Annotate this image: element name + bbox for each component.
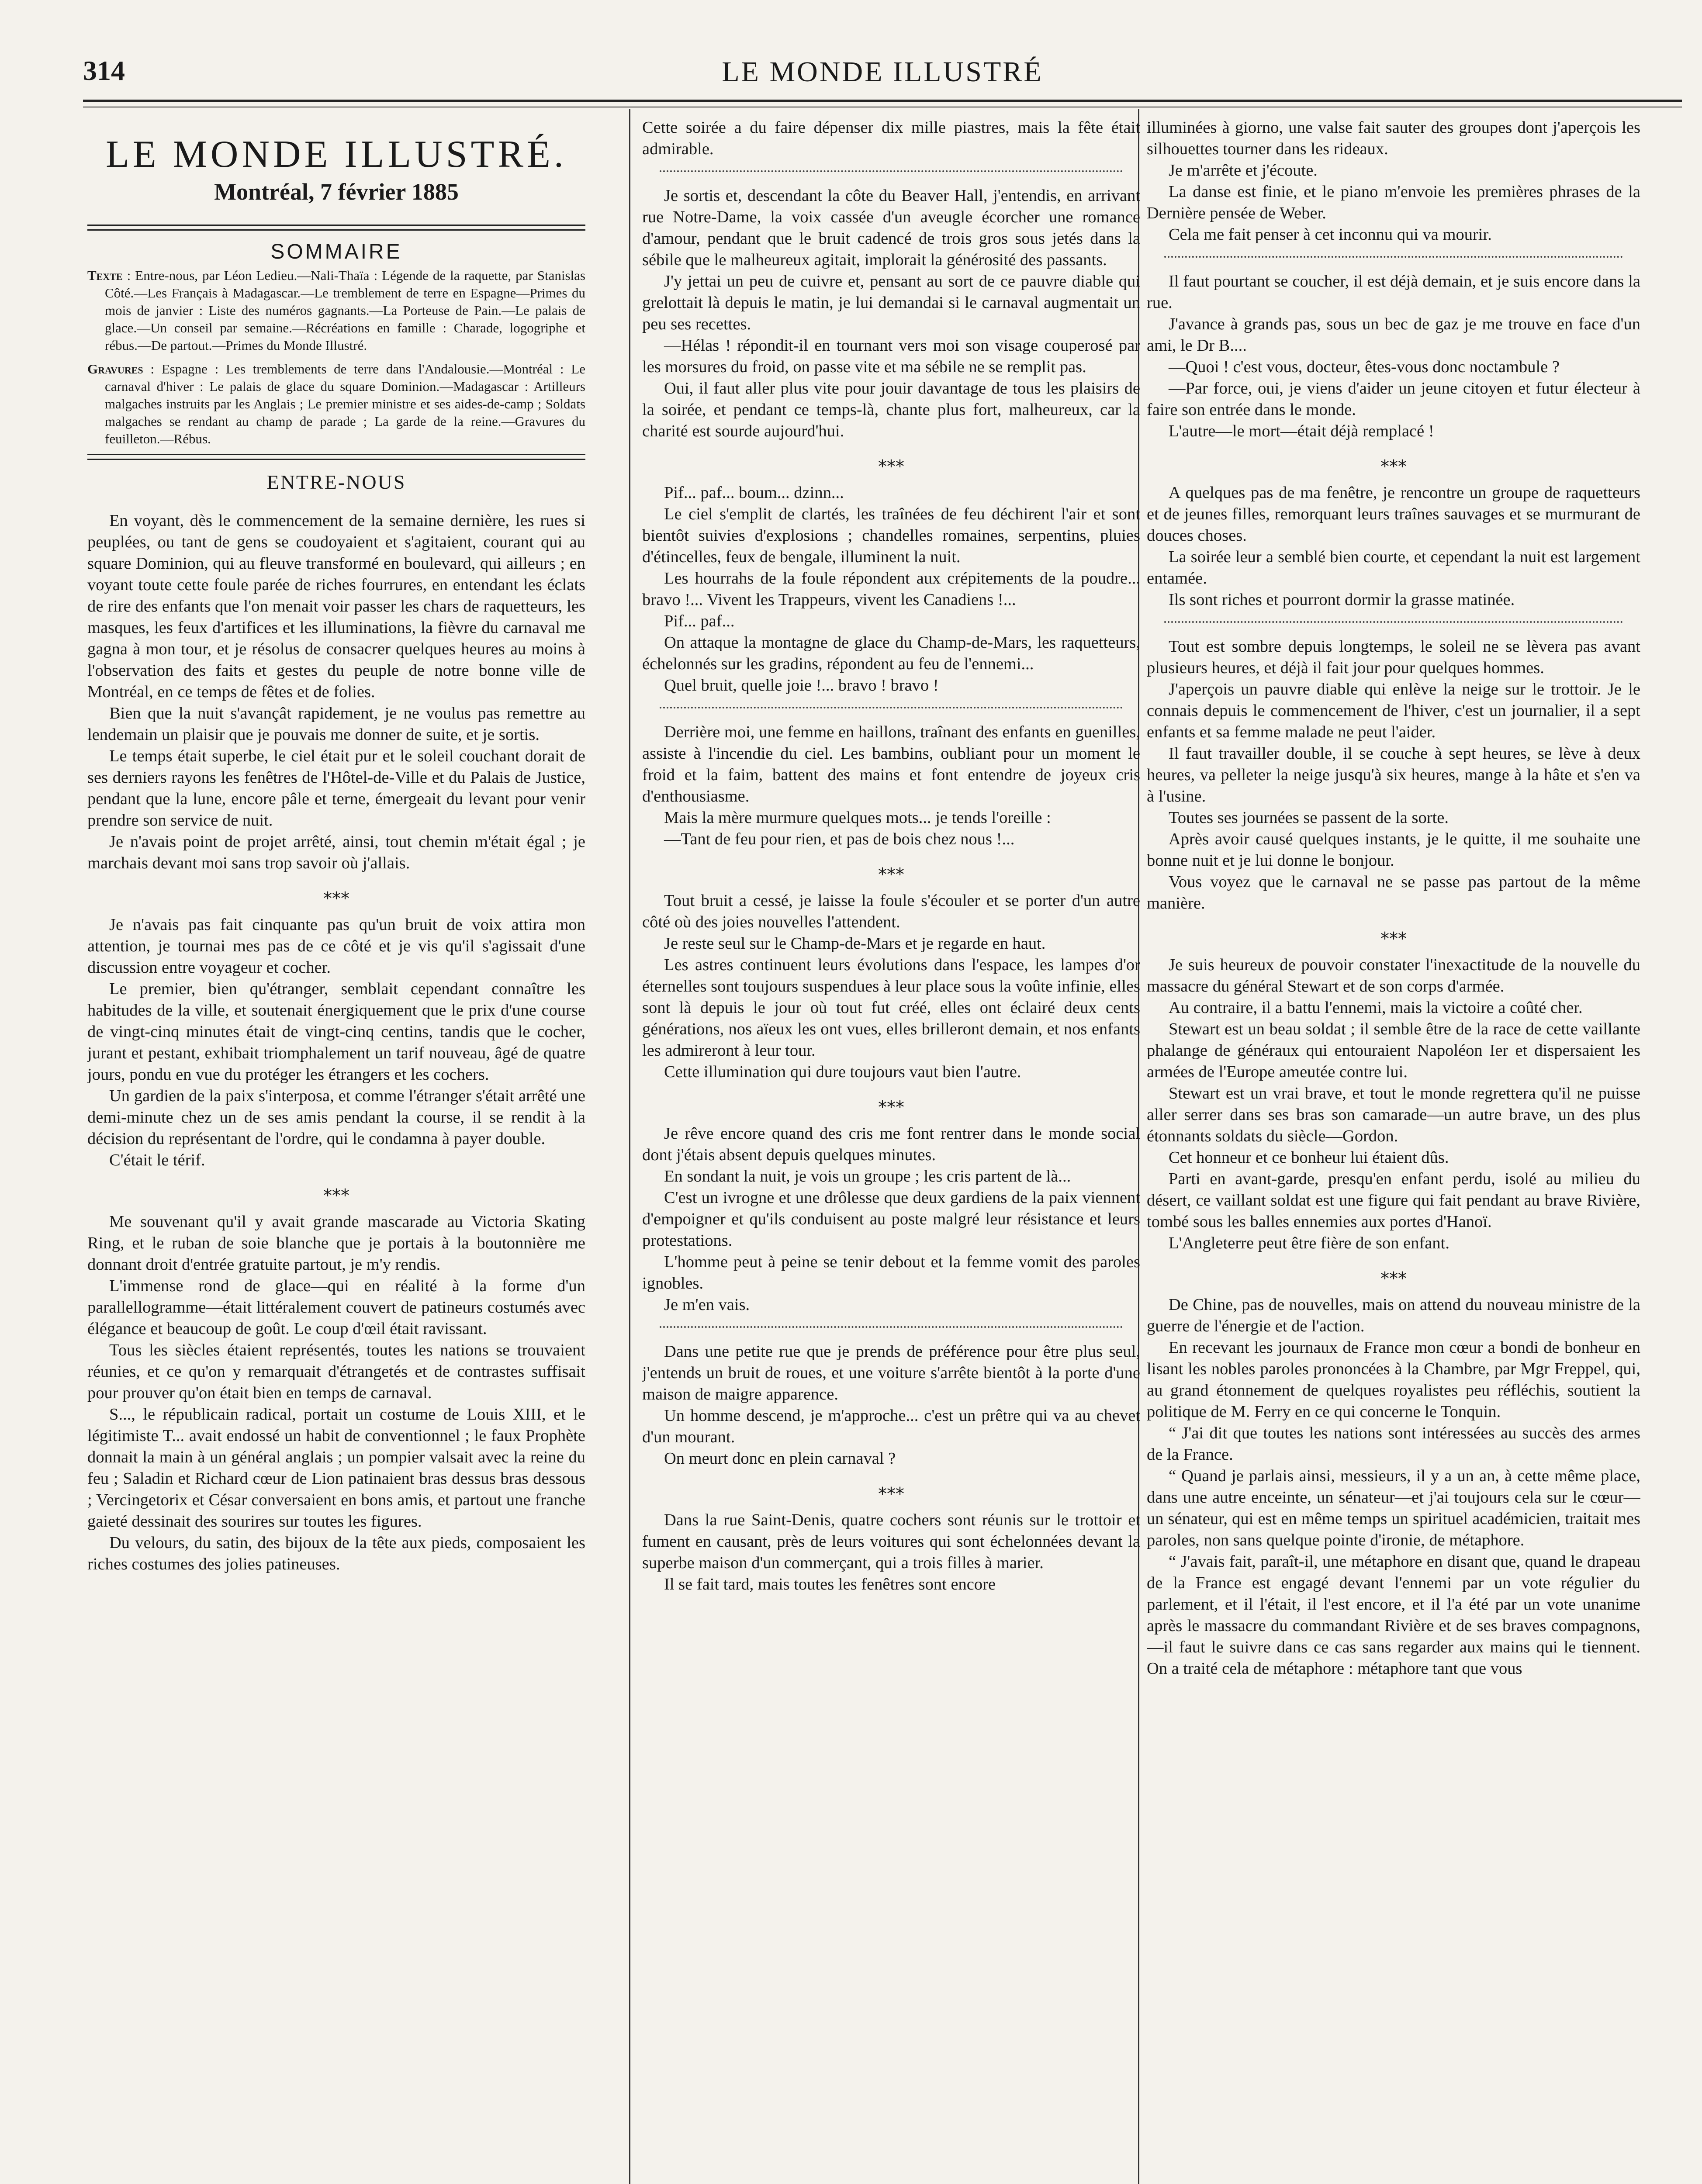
dotted-separator [1164, 617, 1623, 623]
article-paragraph: A quelques pas de ma fenêtre, je rencontre un groupe de raquetteurs et de jeunes filles, remorquant leurs traînes sauvages et se murmurant de douces choses. [1147, 484, 1640, 545]
article-paragraph: En sondant la nuit, je vois un groupe ; les cris partent de là... [664, 1167, 1071, 1185]
article-paragraph: Tout est sombre depuis longtemps, le soleil ne se lèvera pas avant plusieurs heures, et déjà il fait jour pour quelques hommes. [1147, 637, 1640, 677]
article-paragraph: Oui, il faut aller plus vite pour jouir davantage de tous les plaisirs de la soirée, et pendant ce temps-là, chante plus fort, malheureux, car la charité est sourde aujourd'hui. [642, 379, 1140, 440]
article-paragraph: Toutes ses journées se passent de la sorte. [1169, 809, 1449, 827]
article-paragraph: La soirée leur a semblé bien courte, et cependant la nuit est largement entamée. [1147, 548, 1640, 587]
article-paragraph: Tout bruit a cessé, je laisse la foule s'écouler et se porter d'un autre côté où des joies nouvelles l'attendent. [642, 892, 1140, 931]
section-separator-stars: ⁎⁎⁎ [1380, 1263, 1407, 1283]
article-paragraph: Stewart est un vrai brave, et tout le monde regrettera qu'il ne puisse aller serrer dans ses bras son camarade—un autre brave, un des plus étonnants soldats du siècle—Gordon. [1147, 1084, 1640, 1145]
article-paragraph: J'y jettai un peu de cuivre et, pensant au sort de ce pauvre diable qui grelottait là depuis le matin, je lui demandai si le carnaval augmentait un peu ses recettes. [642, 272, 1140, 333]
article-paragraph: Je rêve encore quand des cris me font rentrer dans le monde social dont j'étais absent depuis quelques minutes. [642, 1124, 1140, 1164]
article-paragraph: illuminées à giorno, une valse fait sauter des groupes dont j'aperçois les silhouettes tourner dans les rideaux. [1147, 118, 1640, 158]
section-separator-stars: ⁎⁎⁎ [878, 1092, 904, 1112]
article-paragraph: Il faut travailler double, il se couche à sept heures, se lève à deux heures, va pelleter la neige jusqu'à six heures, mange à la hâte et s'en va à l'usine. [1147, 744, 1640, 805]
sommaire-gravures-label: Gravures [87, 361, 143, 377]
article-paragraph: Un homme descend, je m'approche... c'est un prêtre qui va au chevet d'un mourant. [642, 1406, 1140, 1446]
masthead-title: LE MONDE ILLUSTRÉ. [106, 133, 567, 176]
article-paragraph: Je n'avais pas fait cinquante pas qu'un bruit de voix attira mon attention, je tournai mes pas de ce côté et je vis qu'il s'agissait d'une discussion entre voyageur et cocher. [87, 916, 585, 977]
article-body-col3 [1147, 117, 1640, 1679]
article-paragraph: En recevant les journaux de France mon cœur a bondi de bonheur en lisant les nobles paroles prononcées à la Chambre, par Mgr Freppel, qui, au grand étonnement de quelques royalistes peu réfléchis, soutient la politique de M. Ferry en ce qui concerne le Tonquin. [1147, 1338, 1640, 1421]
article-paragraph: Je n'avais point de projet arrêté, ainsi, tout chemin m'était égal ; je marchais devant moi sans trop savoir où j'allais. [87, 833, 585, 872]
article-paragraph: Parti en avant-garde, presqu'en enfant perdu, isolé au milieu du désert, ce vaillant soldat est une figure qui fait pendant au brave Rivière, tombé sous les balles ennemies aux portes d'Hanoï. [1147, 1170, 1640, 1231]
sommaire-gravures [87, 360, 585, 448]
article-paragraph: J'avance à grands pas, sous un bec de gaz je me trouve en face d'un ami, le Dr B.... [1147, 315, 1640, 355]
article-paragraph: Les hourrahs de la foule répondent aux crépitements de la poudre... bravo !... Vivent les Trappeurs, vivent les Canadiens !... [642, 569, 1140, 609]
article-paragraph: Les astres continuent leurs évolutions dans l'espace, les lampes d'or éternelles sont toujours suspendues à leur place sous la voûte infinie, elles sont là depuis le jour où tout fut créé, elles ont éclairé deux cents générations, nos aïeux les ont vues, elles brilleront demain, et nos enfants les admireront à leur tour. [642, 956, 1140, 1060]
dotted-separator [660, 702, 1123, 708]
article-paragraph: L'immense rond de glace—qui en réalité à la forme d'un parallellogramme—était littéralement couvert de patineurs costumés avec élégance et beaucoup de goût. Le coup d'œil était ravissant. [87, 1277, 585, 1338]
article-paragraph: Stewart est un beau soldat ; il semble être de la race de cette vaillante phalange de généraux qui entouraient Napoléon Ier et dispersaient les armées de l'Europe ameutée contre lui. [1147, 1020, 1640, 1081]
masthead-dateline: Montréal, 7 février 1885 [214, 179, 459, 205]
article-paragraph: Il se fait tard, mais toutes les fenêtres sont encore [664, 1575, 996, 1593]
article-paragraph: Cela me fait penser à cet inconnu qui va mourir. [1169, 225, 1492, 244]
article-paragraph: C'était le térif. [109, 1151, 205, 1169]
article-paragraph: Mais la mère murmure quelques mots... je tends l'oreille : [664, 809, 1051, 827]
sommaire-gravures-body: : Espagne : Les tremblements de terre dans l'Andalousie.—Montréal : Le carnaval d'hiver : Le palais de glace du square Dominion.—Madagascar : Artilleurs malgaches instruits par les Anglais ; Le premier ministre et ses aides-de-camp ; Soldats malgaches se rendant au champ de parade ; La garde de la reine.—Gravures du feuilleton.—Rébus. [105, 361, 585, 446]
article-paragraph: Cet honneur et ce bonheur lui étaient dûs. [1169, 1148, 1449, 1167]
dotted-separator [660, 166, 1123, 172]
article-paragraph: L'autre—le mort—était déjà remplacé ! [1169, 422, 1434, 440]
page-number: 314 [83, 55, 125, 86]
article-paragraph: On attaque la montagne de glace du Champ-de-Mars, les raquetteurs, échelonnés sur les gradins, répondent au feu de l'ennemi... [642, 633, 1140, 673]
article-paragraph: J'aperçois un pauvre diable qui enlève la neige sur le trottoir. Je le connais depuis le commencement de l'hiver, c'est un journalier, il a sept enfants et sa femme malade ne peut l'aider. [1147, 680, 1640, 741]
article-paragraph: L'homme peut à peine se tenir debout et la femme vomit des paroles ignobles. [642, 1253, 1140, 1292]
article-paragraph: —Tant de feu pour rien, et pas de bois chez nous !... [664, 830, 1015, 848]
article-paragraph: Cette illumination qui dure toujours vaut bien l'autre. [664, 1063, 1021, 1081]
article-paragraph: Je reste seul sur le Champ-de-Mars et je regarde en haut. [664, 934, 1046, 953]
article-paragraph: Le temps était superbe, le ciel était pur et le soleil couchant dorait de ses derniers rayons les fenêtres de l'Hôtel-de-Ville et du Palais de Justice, pendant que la lune, encore pâle et terne, émergeait du levant pour venir prendre son service de nuit. [87, 747, 585, 829]
sommaire [87, 241, 585, 448]
article-paragraph: Dans une petite rue que je prends de préférence pour être plus seul, j'entends un bruit de roues, et une voiture s'arrête bientôt à la porte d'une maison de maigre apparence. [642, 1342, 1140, 1403]
sommaire-title: SOMMAIRE [270, 240, 402, 263]
article-paragraph: Je m'en vais. [664, 1296, 750, 1314]
article-body-col2 [642, 117, 1140, 1595]
article-paragraph: Il faut pourtant se coucher, il est déjà demain, et je suis encore dans la rue. [1147, 272, 1640, 312]
sommaire-rule [87, 454, 585, 460]
article-paragraph: Après avoir causé quelques instants, je le quitte, il me souhaite une bonne nuit et je lui donne le bonjour. [1147, 830, 1640, 870]
article-paragraph: C'est un ivrogne et une drôlesse que deux gardiens de la paix viennent d'empoigner et qu'ils conduisent au poste malgré leur résistance et leurs protestations. [642, 1189, 1140, 1250]
article-paragraph: —Par force, oui, je viens d'aider un jeune citoyen et futur électeur à faire son entrée dans le monde. [1147, 379, 1640, 419]
column-rule-1 [629, 109, 630, 2184]
article-paragraph: Ils sont riches et pourront dormir la grasse matinée. [1169, 591, 1515, 609]
running-title: LE MONDE ILLUSTRÉ [722, 56, 1043, 88]
article-paragraph: S..., le républicain radical, portait un costume de Louis XIII, et le légitimiste T... avait endossé un habit de conventionnel ; le faux Prophète donnait la main à un général anglais ; un pompier valsait avec la reine du feu ; Saladin et Richard cœur de Lion patinaient bras dessus bras dessous ; Vercingetorix et César conversaient en bons amis, et partout une franche gaieté dessinait des sourires sur toutes les figures. [87, 1405, 585, 1531]
running-head [83, 50, 1682, 98]
article-paragraph: La danse est finie, et le piano m'envoie les premières phrases de la Dernière pensée de Weber. [1147, 183, 1640, 222]
section-separator-stars: ⁎⁎⁎ [323, 883, 349, 903]
section-separator-stars: ⁎⁎⁎ [878, 451, 904, 471]
section-separator-stars: ⁎⁎⁎ [1380, 923, 1407, 943]
article-paragraph: Je m'arrête et j'écoute. [1169, 161, 1318, 180]
sommaire-texte-body: : Entre-nous, par Léon Ledieu.—Nali-Thaïa : Légende de la raquette, par Stanislas Côté.—Les Français à Madagascar.—Le tremblement de terre en Espagne—Primes du mois de janvier : Liste des numéros gagnants.—La Porteuse de Pain.—Le palais de glace.—Un conseil par semaine.—Récréations en famille : Charade, logogriphe et rébus.—De partout.—Primes du Monde Illustré. [105, 268, 585, 353]
article-paragraph: Je sortis et, descendant la côte du Beaver Hall, j'entendis, en arrivant rue Notre-Dame, la voix cassée d'un aveugle écorcher une romance d'amour, pendant que le bruit cadencé de trois gros sous jetés dans la sébile que le malheureux agitait, implorait la générosité des passants. [642, 187, 1140, 269]
article-paragraph: “ J'ai dit que toutes les nations sont intéressées au succès des armes de la France. [1147, 1424, 1640, 1464]
article-paragraph: Du velours, du satin, des bijoux de la tête aux pieds, composaient les riches costumes des jolies patineuses. [87, 1534, 585, 1573]
article-body-col1 [87, 510, 585, 1575]
column-3 [1147, 117, 1640, 2184]
article-paragraph: On meurt donc en plein carnaval ? [664, 1449, 896, 1468]
article-paragraph: Je suis heureux de pouvoir constater l'inexactitude de la nouvelle du massacre du général Stewart et de son corps d'armée. [1147, 956, 1640, 995]
article-paragraph: Pif... paf... [664, 612, 735, 630]
dotted-separator [1164, 252, 1623, 258]
article-paragraph: —Hélas ! répondit-il en tournant vers moi son visage couperosé par les morsures du froid, on passe vite et ma sébile ne se remplit pas. [642, 336, 1140, 376]
masthead-rule [87, 225, 585, 231]
article-paragraph: Cette soirée a du faire dépenser dix mille piastres, mais la fête était admirable. [642, 118, 1140, 158]
section-separator-stars: ⁎⁎⁎ [878, 1479, 904, 1499]
article-paragraph: Un gardien de la paix s'interposa, et comme l'étranger s'était arrêté une demi-minute chez un de ses amis pendant la course, il se rendit à la décision du représentant de l'ordre, qui le condamna à payer double. [87, 1087, 585, 1148]
article-paragraph: Le ciel s'emplit de clartés, les traînées de feu déchirent l'air et sont bientôt suivies d'explosions ; chandelles romaines, serpentins, pluies d'étincelles, feux de bengale, illuminent la nuit. [642, 505, 1140, 566]
article-paragraph: Tous les siècles étaient représentés, toutes les nations se trouvaient réunies, et ce qu'on y remarquait d'étrangetés et de contrastes suffisait pour prouver qu'on était bien en temps de carnaval. [87, 1341, 585, 1402]
sommaire-texte-label: Texte [87, 268, 123, 283]
article-paragraph: Me souvenant qu'il y avait grande mascarade au Victoria Skating Ring, et le ruban de soie blanche que je portais à la boutonnière me donnant droit d'entrée gratuite partout, je m'y rendis. [87, 1213, 585, 1274]
dotted-separator [660, 1322, 1123, 1328]
article-paragraph: Pif... paf... boum... dzinn... [664, 484, 844, 502]
article-paragraph: “ J'avais fait, paraît-il, une métaphore en disant que, quand le drapeau de la France est engagé devant l'ennemi par un vote régulier du parlement, et il l'était, il l'est encore, et il l'a été par un vote unanime après le massacre du commandant Rivière et de ses braves compagnons,—il faut le suivre dans ce cas sans regarder aux mains qui le tiennent. On a traité cela de métaphore : métaphore tant que vous [1147, 1552, 1640, 1678]
section-separator-stars: ⁎⁎⁎ [323, 1180, 349, 1200]
article-paragraph: Le premier, bien qu'étranger, semblait cependant connaître les habitudes de la ville, et soutenait énergiquement que le prix d'une course de vingt-cinq minutes était de vingt-cinq centins, tandis que le cocher, jurant et pestant, exhibait triomphalement un tarif nouveau, âgé de quatre jours, pondu en vue du protéger les étrangers et les cochers. [87, 980, 585, 1084]
article-paragraph: L'Angleterre peut être fière de son enfant. [1169, 1234, 1449, 1252]
column-1 [87, 117, 585, 2184]
section-separator-stars: ⁎⁎⁎ [878, 859, 904, 879]
article-paragraph: —Quoi ! c'est vous, docteur, êtes-vous donc noctambule ? [1169, 358, 1560, 376]
article-paragraph: Au contraire, il a battu l'ennemi, mais la victoire a coûté cher. [1169, 999, 1583, 1017]
article-paragraph: Vous voyez que le carnaval ne se passe pas partout de la même manière. [1147, 873, 1640, 912]
article-paragraph: Quel bruit, quelle joie !... bravo ! bravo ! [664, 676, 939, 695]
column-2 [642, 117, 1140, 2184]
article-paragraph: Dans la rue Saint-Denis, quatre cochers sont réunis sur le trottoir et fument en causant, près de leurs voitures qui sont échelonnées devant la superbe maison d'un commerçant, qui a trois filles à marier. [642, 1511, 1140, 1572]
sommaire-texte [87, 267, 585, 354]
article-title: ENTRE-NOUS [266, 471, 406, 493]
header-rule [83, 100, 1682, 107]
article-paragraph: En voyant, dès le commencement de la semaine dernière, les rues si peuplées, ou tant de gens se coudoyaient et s'agitaient, courant qui au square Dominion, qui au fleuve transformé en boulevard, qui ailleurs ; en voyant toute cette foule parée de riches fourrures, en entendant les éclats de rire des enfants que l'on menait voir passer les chars de raquetteurs, les masques, les feux d'artifices et les illuminations, la fièvre du carnaval me gagna à mon tour, et je résolus de consacrer quelques heures au moins à l'observation des faits et gestes du peuple de notre bonne ville de Montréal, en ce temps de fêtes et de folies. [87, 511, 585, 701]
article-paragraph: Bien que la nuit s'avançât rapidement, je ne voulus pas remettre au lendemain un plaisir que je pouvais me donner de suite, et je sortis. [87, 704, 585, 744]
article-paragraph: Derrière moi, une femme en haillons, traînant des enfants en guenilles, assiste à l'incendie du ciel. Les bambins, oubliant pour un moment le froid et la faim, battent des mains et font entendre de joyeux cris d'enthousiasme. [642, 723, 1140, 805]
article-paragraph: “ Quand je parlais ainsi, messieurs, il y a un an, à cette même place, dans une autre enceinte, un sénateur—et j'ai toujours cela sur le cœur—un sénateur, qui est en même temps un spirituel académicien, traitait mes paroles, non sans quelque pointe d'ironie, de métaphore. [1147, 1467, 1640, 1549]
article-paragraph: De Chine, pas de nouvelles, mais on attend du nouveau ministre de la guerre de l'énergie et de l'action. [1147, 1296, 1640, 1335]
section-separator-stars: ⁎⁎⁎ [1380, 451, 1407, 471]
